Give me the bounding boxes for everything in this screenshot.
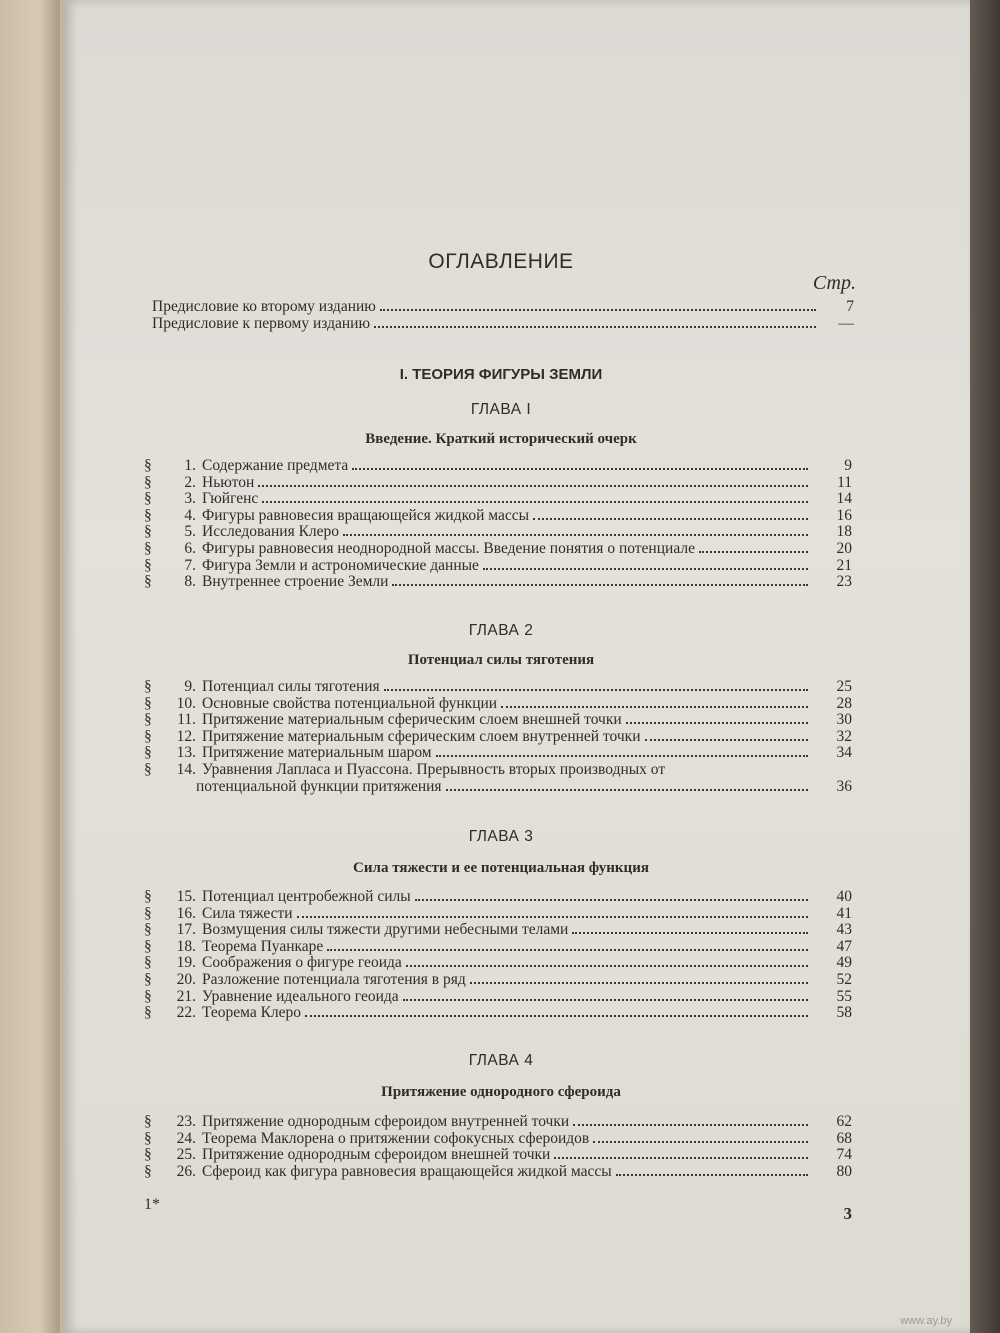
toc-section-entry <box>144 729 852 746</box>
section-body <box>202 679 812 696</box>
chapter-4-sections <box>144 1114 852 1180</box>
section-sign: § <box>144 573 152 591</box>
toc-section-entry <box>144 541 852 558</box>
leader-dots <box>572 922 808 934</box>
section-title: Разложение потенциала тяготения в ряд <box>202 971 466 988</box>
section-title: Содержание предмета <box>202 458 349 474</box>
section-sign: § <box>144 970 152 988</box>
section-title: Основные свойства потенциальной функции <box>202 695 498 712</box>
section-title: Притяжение однородным сфероидом внутренней точки <box>202 1114 570 1130</box>
section-sign: § <box>144 506 152 524</box>
signature-mark: 1* <box>144 1196 160 1213</box>
leader-dots <box>483 558 808 570</box>
section-number: 1. <box>184 457 196 474</box>
entry-title: Предисловие ко второму изданию <box>152 298 376 315</box>
section-sign: § <box>144 987 152 1005</box>
section-body <box>202 989 812 1006</box>
leader-dots <box>327 939 808 951</box>
section-sign: § <box>144 490 152 508</box>
toc-section-entry <box>144 906 852 923</box>
section-sign: § <box>144 760 152 778</box>
section-number: 17. <box>176 921 196 939</box>
section-number: 26. <box>176 1162 196 1180</box>
page-column-label: Стр. <box>812 272 856 294</box>
section-body <box>202 491 812 508</box>
section-sign: § <box>144 921 152 939</box>
book-page <box>64 0 970 1333</box>
section-number: 4. <box>184 506 196 524</box>
toc-section-entry <box>144 889 852 906</box>
section-sign: § <box>144 727 152 745</box>
section-page: 11 <box>837 473 852 491</box>
section-number: 14. <box>176 760 196 778</box>
section-page: 68 <box>836 1129 852 1147</box>
section-title: Уравнения Лапласа и Пуассона. Прерывность вторых производных от <box>202 761 666 778</box>
toc-section-entry <box>144 491 852 508</box>
section-number: 12. <box>176 727 196 745</box>
toc-title: ОГЛАВЛЕНИЕ <box>428 250 574 273</box>
leader-dots <box>406 955 808 967</box>
leader-dots <box>436 745 808 757</box>
section-number: 13. <box>176 744 196 762</box>
leader-dots <box>501 696 808 708</box>
section-number: 7. <box>184 556 196 574</box>
leader-dots <box>446 779 808 791</box>
leader-dots <box>470 972 808 984</box>
page-number: 3 <box>843 1204 852 1223</box>
toc-section-entry <box>144 922 852 939</box>
leader-dots <box>297 906 808 918</box>
section-number: 22. <box>176 1004 196 1022</box>
section-title: Возмущения силы тяжести другими небесными телами <box>202 922 569 939</box>
section-sign: § <box>144 1162 152 1180</box>
section-page: 43 <box>836 921 852 939</box>
leader-dots <box>374 316 816 328</box>
section-page: 9 <box>844 457 852 474</box>
section-number: 18. <box>176 937 196 955</box>
leader-dots <box>593 1131 808 1143</box>
section-number: 9. <box>184 678 196 695</box>
leader-dots <box>626 712 808 724</box>
section-sign: § <box>144 473 152 491</box>
leader-dots <box>699 541 808 553</box>
toc-section-entry <box>144 475 852 492</box>
toc-section-entry <box>144 508 852 525</box>
section-page: 40 <box>836 888 852 905</box>
entry-page: 7 <box>846 298 854 315</box>
toc-section-entry <box>144 574 852 591</box>
section-title: Потенциал центробежной силы <box>202 889 411 905</box>
chapter-label: ГЛАВА I <box>470 401 532 418</box>
leader-dots <box>352 458 808 470</box>
section-body <box>202 745 812 762</box>
toc-section-entry <box>144 1005 852 1022</box>
leader-dots <box>305 1005 808 1017</box>
section-number: 19. <box>176 954 196 972</box>
toc-section-entry <box>144 989 852 1006</box>
section-page: 21 <box>836 556 852 574</box>
section-page: 49 <box>836 954 852 972</box>
part-title: I. ТЕОРИЯ ФИГУРЫ ЗЕМЛИ <box>399 366 603 383</box>
section-title: Притяжение материальным сферическим слоем внутренней точки <box>202 728 641 745</box>
leader-dots <box>258 475 808 487</box>
section-title: Теорема Клеро <box>202 1005 302 1022</box>
toc-section-entry <box>144 524 852 541</box>
section-title-continuation: потенциальной функции притяжения <box>196 777 442 795</box>
section-page: 36 <box>836 777 852 795</box>
section-number: 8. <box>184 573 196 591</box>
section-page: 23 <box>836 573 852 591</box>
chapter-2-sections <box>144 679 852 795</box>
toc-section-entry <box>144 762 852 779</box>
section-body <box>202 972 812 989</box>
section-body <box>202 712 812 729</box>
section-sign: § <box>144 711 152 729</box>
section-title: Ньютон <box>202 474 255 491</box>
section-sign: § <box>144 1146 152 1164</box>
section-number: 6. <box>184 539 196 557</box>
front-matter-list <box>152 298 854 332</box>
section-page: 52 <box>836 970 852 988</box>
chapter-subtitle: Сила тяжести и ее потенциальная функция <box>353 860 649 876</box>
section-body <box>202 922 812 939</box>
section-page: 18 <box>836 523 852 541</box>
section-sign: § <box>144 694 152 712</box>
toc-section-entry <box>144 1147 852 1164</box>
section-title: Гюйгенс <box>202 491 259 508</box>
leader-dots <box>403 989 808 1001</box>
section-body <box>202 475 812 492</box>
toc-section-entry <box>144 972 852 989</box>
entry-page: — <box>838 315 854 332</box>
leader-dots <box>573 1114 808 1126</box>
section-title: Внутреннее строение Земли <box>202 574 389 591</box>
section-number: 20. <box>176 970 196 988</box>
chapter-subtitle: Потенциал силы тяготения <box>407 652 595 668</box>
chapter-subtitle: Притяжение однородного сфероида <box>381 1084 621 1100</box>
section-body <box>202 1147 812 1164</box>
section-page: 20 <box>836 539 852 557</box>
section-body <box>202 558 812 575</box>
section-number: 25. <box>176 1146 196 1164</box>
section-sign: § <box>144 556 152 574</box>
chapter-label: ГЛАВА 3 <box>468 828 534 845</box>
section-sign: § <box>144 904 152 922</box>
section-body <box>202 696 812 713</box>
section-title: Теорема Маклорена о притяжении софокусных сфероидов <box>202 1130 590 1147</box>
leader-dots <box>533 508 808 520</box>
section-number: 3. <box>184 490 196 508</box>
section-page: 62 <box>836 1113 852 1130</box>
section-sign: § <box>144 457 152 474</box>
front-matter-entry <box>152 298 854 315</box>
section-number: 11. <box>177 711 196 729</box>
section-sign: § <box>144 744 152 762</box>
toc-section-entry <box>144 679 852 696</box>
leader-dots <box>554 1147 808 1159</box>
section-page: 74 <box>836 1146 852 1164</box>
section-body <box>202 458 812 475</box>
section-title: Притяжение однородным сфероидом внешней точки <box>202 1147 551 1164</box>
chapter-label: ГЛАВА 4 <box>468 1052 534 1069</box>
section-page: 25 <box>836 678 852 695</box>
section-body <box>202 906 812 923</box>
section-body <box>202 541 812 558</box>
toc-section-entry <box>144 1131 852 1148</box>
leader-dots <box>343 524 808 536</box>
section-page: 28 <box>836 694 852 712</box>
previous-page-edge <box>0 0 74 1333</box>
section-sign: § <box>144 678 152 695</box>
section-title: Сила тяжести <box>202 905 293 922</box>
section-number: 24. <box>176 1129 196 1147</box>
entry-title: Предисловие к первому изданию <box>152 315 371 332</box>
section-body <box>202 574 812 591</box>
section-page: 30 <box>836 711 852 729</box>
section-body <box>202 955 812 972</box>
section-sign: § <box>144 1113 152 1130</box>
watermark: www.ay.by <box>900 1315 952 1327</box>
section-sign: § <box>144 1129 152 1147</box>
section-body <box>202 524 812 541</box>
front-matter-entry <box>152 315 854 332</box>
section-sign: § <box>144 888 152 905</box>
toc-section-entry <box>144 745 852 762</box>
section-body <box>202 762 852 779</box>
leader-dots <box>616 1164 808 1176</box>
toc-section-entry <box>144 939 852 956</box>
section-title: Сфероид как фигура равновесия вращающейся жидкой массы <box>202 1163 612 1180</box>
section-page: 80 <box>836 1162 852 1180</box>
section-body <box>202 508 812 525</box>
section-title: Притяжение материальным шаром <box>202 745 432 762</box>
section-page: 14 <box>836 490 852 508</box>
section-sign: § <box>144 1004 152 1022</box>
toc-section-continuation <box>144 779 852 796</box>
section-number: 23. <box>176 1113 196 1130</box>
section-page: 34 <box>836 744 852 762</box>
section-sign: § <box>144 523 152 541</box>
leader-dots <box>384 679 808 691</box>
section-body <box>202 1164 812 1181</box>
section-sign: § <box>144 937 152 955</box>
section-page: 16 <box>836 506 852 524</box>
leader-dots <box>415 889 808 901</box>
toc-section-entry <box>144 1114 852 1131</box>
section-sign: § <box>144 954 152 972</box>
section-number: 10. <box>176 694 196 712</box>
section-page: 32 <box>836 727 852 745</box>
section-body <box>202 729 812 746</box>
section-title: Фигуры равновесия неоднородной массы. Введение понятия о потенциале <box>202 540 695 557</box>
chapter-3-sections <box>144 889 852 1022</box>
chapter-label: ГЛАВА 2 <box>468 622 534 639</box>
chapter-1-sections <box>144 458 852 591</box>
section-body <box>202 939 812 956</box>
section-number: 21. <box>176 987 196 1005</box>
section-sign: § <box>144 539 152 557</box>
page-curl-shadow <box>38 0 60 1333</box>
leader-dots <box>380 299 816 311</box>
section-title: Исследования Клеро <box>202 524 340 541</box>
section-body <box>202 1131 812 1148</box>
section-title: Потенциал силы тяготения <box>202 679 380 695</box>
section-body <box>202 889 812 906</box>
leader-dots <box>262 491 808 503</box>
toc-section-entry <box>144 696 852 713</box>
section-page: 47 <box>836 937 852 955</box>
section-title: Фигуры равновесия вращающейся жидкой массы <box>202 507 529 524</box>
section-number: 16. <box>176 904 196 922</box>
section-title: Теорема Пуанкаре <box>202 938 324 955</box>
section-number: 5. <box>184 523 196 541</box>
chapter-subtitle: Введение. Краткий исторический очерк <box>365 431 637 447</box>
leader-dots <box>645 729 809 741</box>
toc-section-entry <box>144 458 852 475</box>
leader-dots <box>392 574 808 586</box>
section-number: 2. <box>184 473 196 491</box>
section-page: 58 <box>836 1004 852 1022</box>
section-page: 41 <box>836 904 852 922</box>
toc-section-entry <box>144 558 852 575</box>
section-page: 55 <box>836 987 852 1005</box>
toc-section-entry <box>144 955 852 972</box>
section-body <box>202 1114 812 1131</box>
section-number: 15. <box>176 888 196 905</box>
section-body <box>202 1005 812 1022</box>
toc-section-entry <box>144 1164 852 1181</box>
section-title: Фигура Земли и астрономические данные <box>202 557 479 574</box>
section-title: Притяжение материальным сферическим слоем внешней точки <box>202 712 622 729</box>
toc-section-entry <box>144 712 852 729</box>
section-title: Соображения о фигуре геоида <box>202 955 402 972</box>
section-title: Уравнение идеального геоида <box>202 988 399 1005</box>
